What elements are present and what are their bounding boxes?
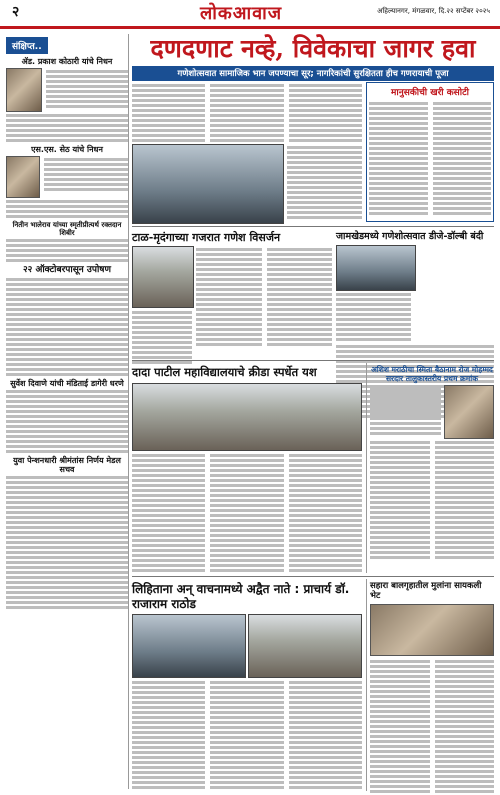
- ashish-story: [366, 363, 494, 573]
- box-story-headline: मानुसकीची खरी कसोटी: [391, 88, 469, 98]
- student-portrait-photo: [444, 385, 494, 439]
- ashish-story-headline: अशिश मराठीचा स्मिता बैठानाम रोज मोहम्मद सरदार तालुकास्तरीय प्रथम क्रमांक: [371, 365, 493, 383]
- brief-headline-6: युवा पेन्शनधारी श्रीमंतांस निर्णय मेडल सचव: [13, 456, 121, 475]
- procession-photo: [132, 144, 284, 224]
- page-number: २: [12, 4, 20, 20]
- newspaper-logo: लोकआवाज: [200, 3, 283, 24]
- date-line: अहिल्यानगर, मंगळवार, दि.२२ सप्टेंबर २०२५: [377, 7, 490, 15]
- lihitana-story-header: [132, 579, 362, 613]
- main-column: [132, 34, 494, 81]
- box-story: [366, 82, 494, 222]
- dada-story-body: [132, 452, 362, 572]
- ganesh-idol-photo: [132, 246, 194, 308]
- brief-headline-5: सुर्वेश दिवाणे यांची मंडिताई डागेरी धरणे: [10, 378, 124, 388]
- portrait-photo: [6, 156, 40, 198]
- tal-story-headline: टाळ-मृदंगाच्या गजरात गणेश विसर्जन: [132, 231, 281, 244]
- section-label: संक्षिप्त..: [6, 37, 48, 54]
- lecture-photo: [132, 614, 246, 678]
- dada-story-header: [132, 363, 362, 385]
- top-story-body: [132, 82, 362, 224]
- children-bicycles-photo: [370, 604, 494, 656]
- brief-headline-3: नितीन भालेराव यांच्या स्मृतीप्रीत्यर्थ रक्तदान शिबीर: [12, 221, 122, 238]
- tal-story: [132, 229, 332, 357]
- brief-text-block: [44, 156, 128, 198]
- lihitana-story-headline: लिहिताना अन्‌ वाचनामध्ये अद्वैत नाते : प्राचार्य डॉ. राजाराम राठोड: [132, 582, 350, 611]
- audience-photo: [248, 614, 362, 678]
- brief-headline-2: एस.एस. सेठ यांचे निधन: [31, 145, 103, 155]
- cycle-story-headline: सहारा बालगृहातील मुलांना सायकली भेट: [370, 581, 482, 601]
- dj-story: [336, 229, 494, 357]
- dj-story-headline: जामखेडमध्ये गणेशोत्सवात डीजे-डॉल्बी बंदी: [336, 231, 484, 242]
- top-story-text-columns: [287, 144, 362, 221]
- left-column: [6, 34, 129, 789]
- masthead: [0, 0, 500, 29]
- lihitana-story-body: [132, 679, 362, 791]
- portrait-photo: [6, 68, 42, 112]
- students-group-photo: [132, 383, 362, 451]
- top-story-text-columns: [132, 82, 362, 142]
- top-story-headline: दणदणाट नव्हे, विवेकाचा जागर हवा: [150, 34, 476, 63]
- dada-story-headline: दादा पाटील महाविद्यालयाचे क्रीडा स्पर्धेत यश: [132, 365, 317, 379]
- brief-headline-1: ॲड. प्रकाश कोठारी यांचे निधन: [21, 57, 113, 66]
- meeting-photo: [336, 245, 416, 291]
- brief-text-block: [46, 68, 128, 112]
- top-story-subheadline: गणेशोत्सवात सामाजिक भान जपण्याचा सूर; नागरिकांची सुरक्षितता हीच गणरायाची पूजा: [132, 66, 494, 81]
- cycle-story: [366, 579, 494, 791]
- brief-headline-4: २२ ऑक्टोबरपासून उपोषण: [22, 265, 112, 276]
